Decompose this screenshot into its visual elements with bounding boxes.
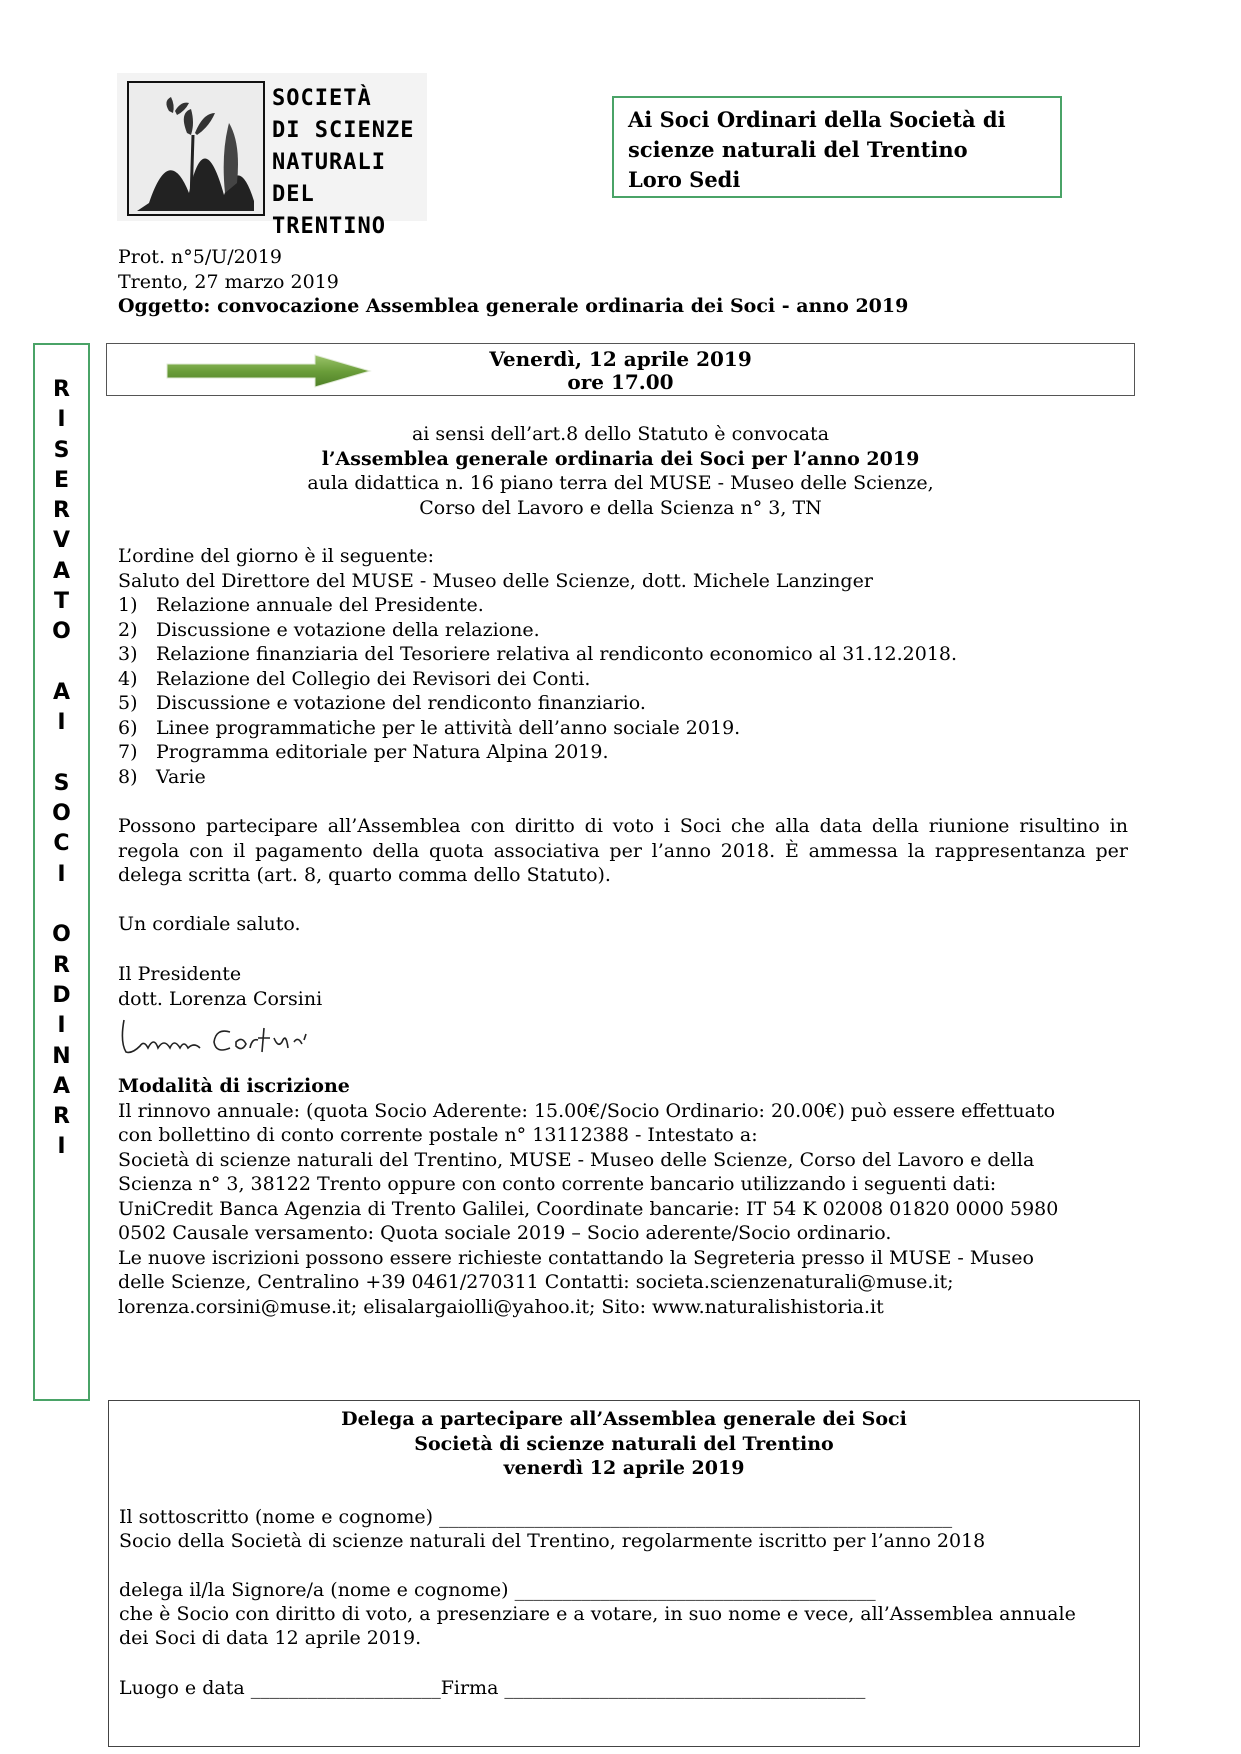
signature-block [118, 962, 322, 1011]
signer-role: Il Presidente [118, 963, 242, 985]
agenda-section [118, 544, 1138, 789]
agenda-item: 2) Discussione e votazione della relazione. [118, 618, 540, 641]
delegator-membership: Socio della Società di scienze naturali del Trentino, regolarmente iscritto per l’anno 2018 [119, 1530, 986, 1552]
reserved-side-label: R I S E R V A T O A I S O C I O R D I N A R I [52, 377, 71, 1160]
addressee-box: Ai Soci Ordinari della Società di scienze naturali del Trentino Loro Sedi [612, 96, 1062, 198]
signer-name: dott. Lorenza Corsini [118, 987, 323, 1010]
place-date-signature-field[interactable]: Luogo e data ____________________Firma ______________________________________ [119, 1677, 866, 1699]
delegate-name-field[interactable]: delega il/la Signore/a (nome e cognome) ______________________________________ [119, 1579, 876, 1601]
agenda-item: 1) Relazione annuale del Presidente. [118, 594, 484, 616]
agenda-item: 8) Varie [118, 765, 206, 788]
butterfly-plant-icon [129, 83, 263, 214]
agenda-item: 5) Discussione e votazione del rendiconto finanziario. [118, 692, 646, 714]
registration-section: Modalità di iscrizione Il rinnovo annuale: (quota Socio Aderente: 15.00€/Socio Ordinario: 20.00€) può essere effettuato con bollettino di conto corrente postale n° 13112388 - Intestato a: Società di scienze naturali del Trentino, MUSE - Museo delle Scienze, Corso del Lavoro e della Scienza n° 3, 38122 Trento oppure con conto corrente bancario utilizzando i seguenti dati: UniCredit Banca Agenzia di Trento Galilei, Coordinate bancarie: IT 54 K 02008 01820 0000 5980 0502 Causale versamento: Quota sociale 2019 – Socio aderente/Socio ordinario. Le nuove iscrizioni possono essere richieste contattando la Segreteria presso il MUSE - Museo delle Scienze, Centralino +39 0461/270311 Contatti: societa.scienzenaturali@muse.it; lorenza.corsini@muse.it; elisalargaiolli@yahoo.it; Sito: www.naturalishistoria.it [118, 1074, 1138, 1319]
delegator-name-field[interactable]: Il sottoscritto (nome e cognome) ______________________________________________________ [119, 1506, 953, 1528]
delegation-form [108, 1400, 1140, 1747]
delegation-statement-end: dei Soci di data 12 aprile 2019. [119, 1627, 422, 1649]
agenda-greeting: Saluto del Direttore del MUSE - Museo delle Scienze, dott. Michele Lanzinger [118, 569, 873, 592]
delegation-title: Delega a partecipare all’Assemblea generale dei Soci Società di scienze naturali del Trentino venerdì 12 aprile 2019 [341, 1408, 907, 1479]
protocol-number: Prot. n°5/U/2019 [118, 246, 283, 268]
agenda-item: 7) Programma editoriale per Natura Alpina 2019. [118, 741, 609, 763]
delegation-statement: che è Socio con diritto di voto, a presenziare e a votare, in suo nome e vece, all’Assemblea annuale [119, 1603, 1076, 1625]
logo-image [127, 81, 265, 216]
participation-paragraph: Possono partecipare all’Assemblea con diritto di voto i Soci che alla data della riunione risultino in regola con il pagamento della quota associativa per l’anno 2018. È ammessa la rappresentanza per delega scritta (art. 8, quarto comma dello Statuto). [118, 815, 1128, 886]
handwritten-signature [118, 1012, 323, 1062]
meeting-time: ore 17.00 [567, 370, 674, 394]
place-date: Trento, 27 marzo 2019 [118, 271, 339, 293]
registration-title: Modalità di iscrizione [118, 1075, 350, 1097]
agenda-item: 6) Linee programmatiche per le attività dell’anno sociale 2019. [118, 716, 741, 739]
convocation-block: ai sensi dell’art.8 dello Statuto è convocata l’Assemblea generale ordinaria dei Soci per l’anno 2019 aula didattica n. 16 piano terra del MUSE - Museo delle Scienze, Corso del Lavoro e della Scienza n° 3, TN [307, 423, 934, 519]
closing-greeting: Un cordiale saluto. [118, 913, 301, 935]
meeting-datetime-box [106, 343, 1135, 396]
agenda-item: 4) Relazione del Collegio dei Revisori dei Conti. [118, 667, 591, 690]
meeting-day: Venerdì, 12 aprile 2019 [489, 347, 752, 371]
agenda-intro: L’ordine del giorno è il seguente: [118, 545, 435, 567]
agenda-list [118, 593, 1138, 789]
reserved-side-strip [33, 343, 90, 1401]
agenda-item: 3) Relazione finanziaria del Tesoriere relativa al rendiconto economico al 31.12.2018. [118, 643, 958, 665]
subject-line: Oggetto: convocazione Assemblea generale ordinaria dei Soci - anno 2019 [118, 295, 909, 317]
logo-text: SOCIETÀ DI SCIENZE NATURALI DEL TRENTINO [272, 86, 415, 239]
society-logo [117, 73, 427, 239]
